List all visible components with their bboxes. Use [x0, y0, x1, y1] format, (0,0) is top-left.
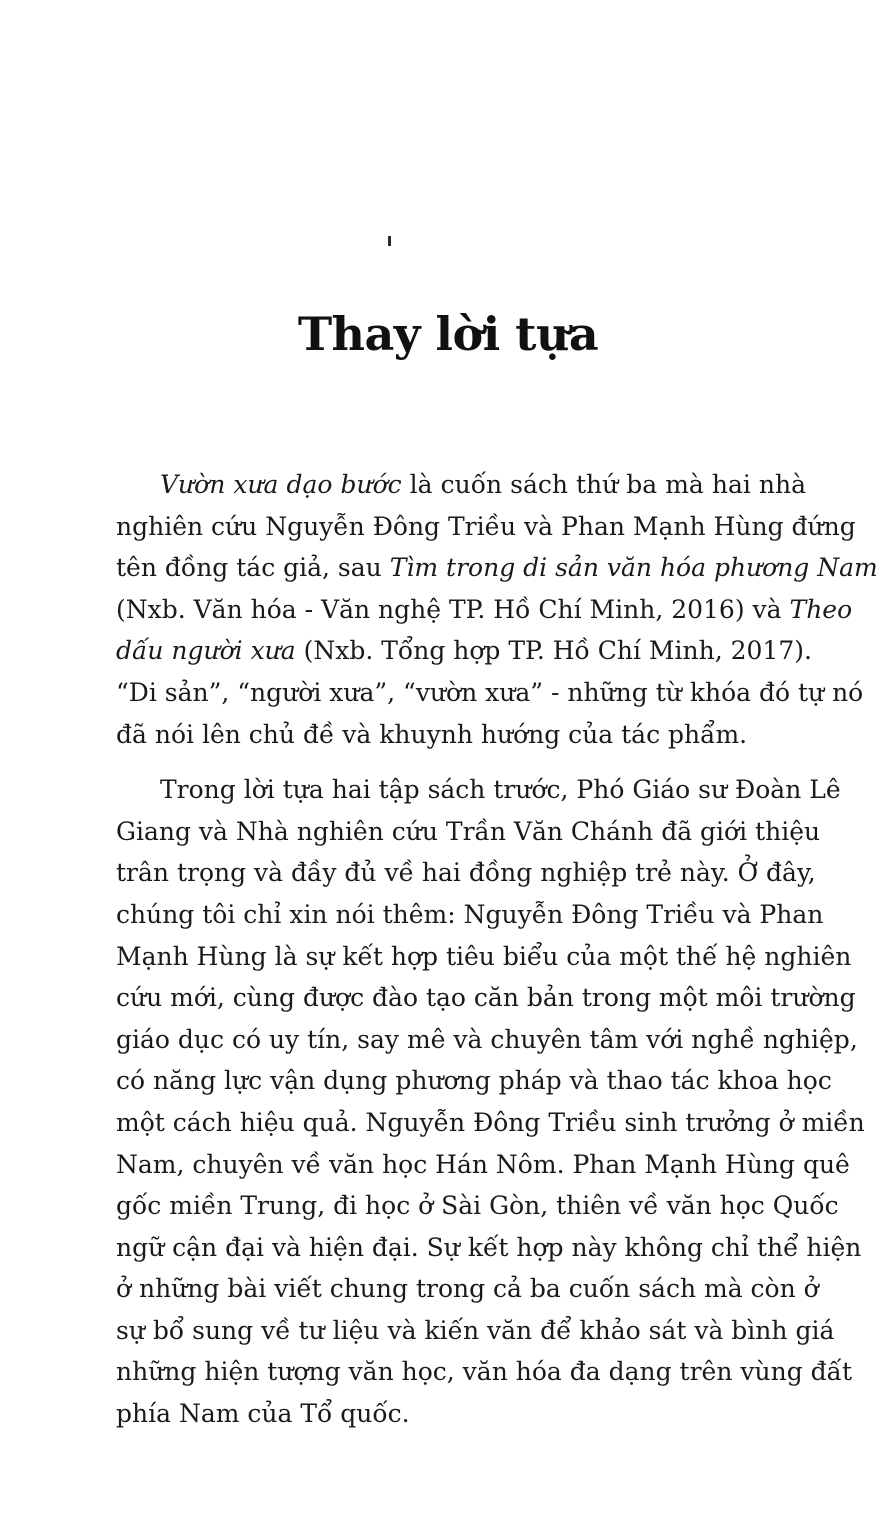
text-line: [116, 714, 806, 756]
text-line: [116, 977, 856, 1019]
text-line: [116, 589, 853, 631]
text-run: gốc miền Trung, đi học ở Sài Gòn, thiên về văn học Quốc: [116, 1191, 839, 1221]
italic-book-title: dấu người xưa: [116, 636, 296, 666]
text-line: [116, 547, 878, 589]
text-run: phía Nam của Tổ quốc.: [116, 1399, 410, 1429]
text-run: Trong lời tựa hai tập sách trước, Phó Giáo sư Đoàn Lê: [160, 775, 841, 805]
page-title: Thay lời tựa: [297, 307, 599, 361]
text-line: [116, 894, 824, 936]
text-run: nghiên cứu Nguyễn Đông Triều và Phan Mạnh Hùng đứng: [116, 511, 856, 541]
text-line: [116, 506, 856, 548]
text-line: [116, 1185, 839, 1227]
italic-book-title: Tìm trong di sản văn hóa phương Nam: [389, 553, 878, 583]
text-run: (Nxb. Tổng hợp TP. Hồ Chí Minh, 2017).: [295, 636, 812, 666]
text-line: [116, 1393, 806, 1435]
text-line: [116, 1060, 832, 1102]
text-run: sự bổ sung về tư liệu và kiến văn để khảo sát và bình giá: [116, 1315, 835, 1345]
body-text: [116, 464, 878, 1435]
text-run: trân trọng và đầy đủ về hai đồng nghiệp trẻ này. Ở đây,: [116, 858, 816, 888]
text-line: [116, 811, 821, 853]
text-run: Nam, chuyên về văn học Hán Nôm. Phan Mạnh Hùng quê: [116, 1149, 850, 1179]
text-run: những hiện tượng văn học, văn hóa đa dạng trên vùng đất: [116, 1357, 853, 1387]
text-run: là cuốn sách thứ ba mà hai nhà: [401, 470, 807, 499]
text-run: có năng lực vận dụng phương pháp và thao tác khoa học: [116, 1066, 832, 1096]
text-line: [116, 1268, 819, 1310]
text-line: [116, 1227, 862, 1269]
text-run: ở những bài viết chung trong cả ba cuốn sách mà còn ở: [116, 1274, 819, 1304]
italic-book-title: Vườn xưa dạo bước: [160, 470, 402, 499]
text-run: tên đồng tác giả, sau: [116, 553, 390, 583]
paragraph: [116, 769, 865, 1435]
text-line: [116, 1019, 858, 1061]
text-line: [116, 464, 806, 506]
italic-book-title: Theo: [789, 594, 853, 624]
text-run: (Nxb. Văn hóa - Văn nghệ TP. Hồ Chí Minh, 2016) và: [116, 594, 790, 624]
text-run: một cách hiệu quả. Nguyễn Đông Triều sinh trưởng ở miền: [116, 1107, 865, 1137]
text-run: chúng tôi chỉ xin nói thêm: Nguyễn Đông Triều và Phan: [116, 899, 824, 929]
text-run: đã nói lên chủ đề và khuynh hướng của tác phẩm.: [116, 719, 748, 749]
text-line: [116, 672, 864, 714]
text-line: [116, 852, 816, 894]
text-run: ngữ cận đại và hiện đại. Sự kết hợp này không chỉ thể hiện: [116, 1232, 862, 1262]
text-run: Giang và Nhà nghiên cứu Trần Văn Chánh đã giới thiệu: [116, 816, 821, 846]
text-line: [116, 1310, 835, 1352]
printer-mark: [388, 236, 391, 246]
text-line: [116, 1351, 853, 1393]
text-run: “Di sản”, “người xưa”, “vườn xưa” - những từ khóa đó tự nó: [116, 677, 864, 707]
text-line: [116, 936, 852, 978]
text-run: Mạnh Hùng là sự kết hợp tiêu biểu của một thế hệ nghiên: [116, 941, 852, 971]
text-run: cứu mới, cùng được đào tạo căn bản trong một môi trường: [116, 983, 856, 1013]
text-line: [116, 630, 812, 672]
text-line: [116, 769, 841, 811]
paragraph: [116, 464, 878, 755]
text-line: [116, 1102, 865, 1144]
text-line: [116, 1144, 850, 1186]
text-run: giáo dục có uy tín, say mê và chuyên tâm với nghề nghiệp,: [116, 1024, 858, 1054]
